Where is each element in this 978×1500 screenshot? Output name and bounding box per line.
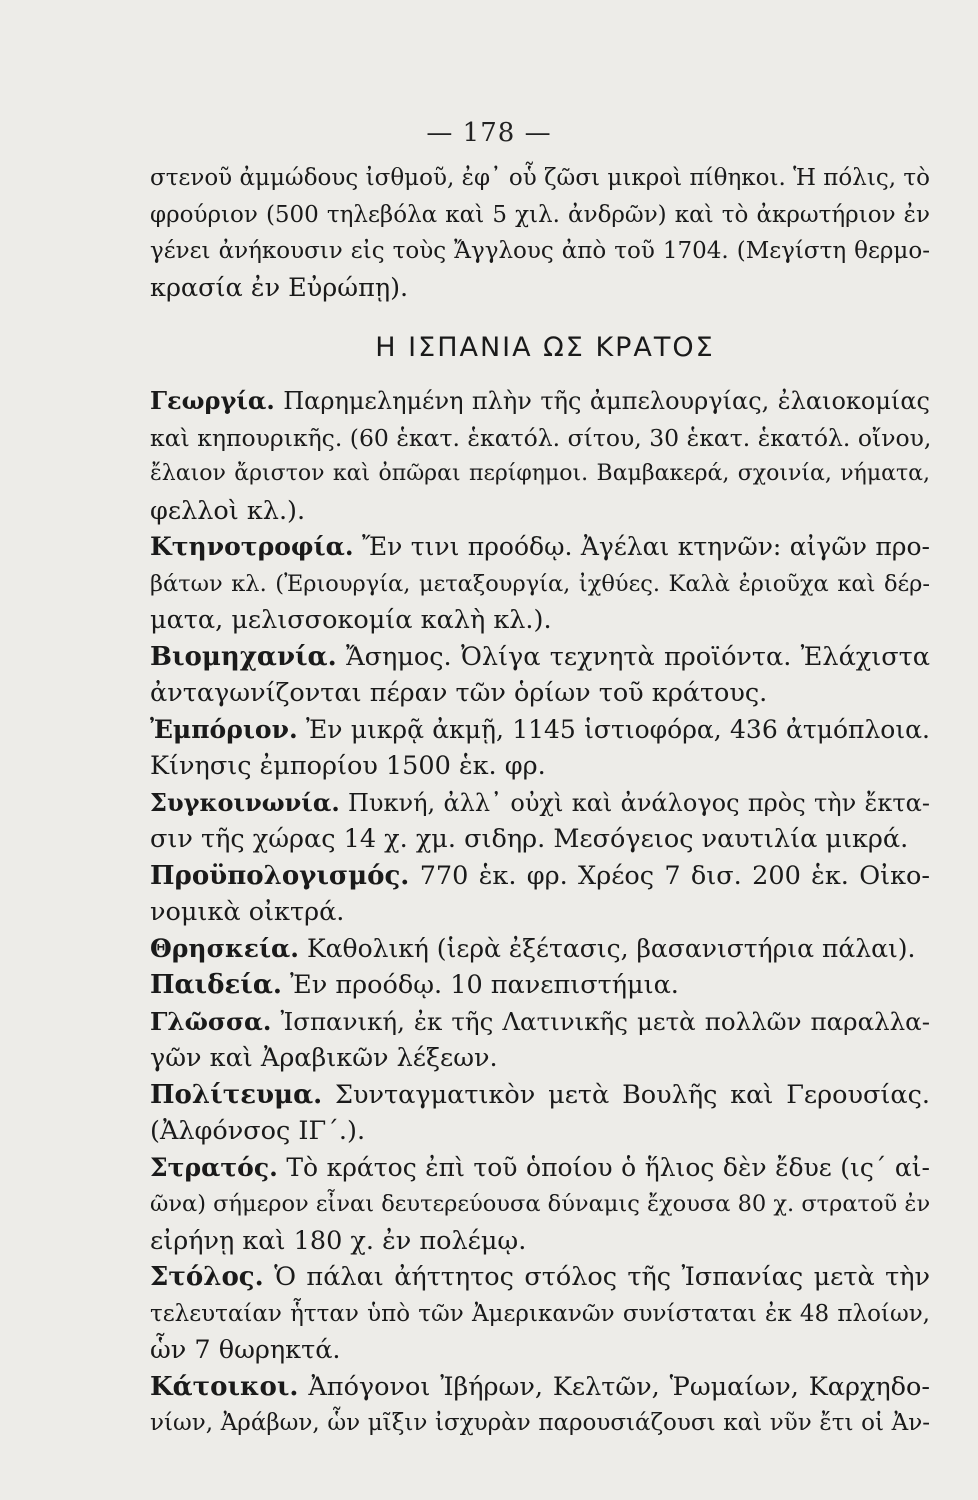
page-body bbox=[150, 160, 930, 1442]
text-line: Ἐν προόδῳ. 10 πανεπιστήμια. bbox=[290, 970, 679, 1000]
section-term: Στρατός. bbox=[150, 1152, 278, 1182]
page-number: — 178 — bbox=[426, 118, 552, 148]
text-line: ἔλαιον ἄριστον καὶ ὀπῶραι περίφημοι. Βαμβακερά, σχοινία, νήματα, bbox=[150, 461, 930, 486]
text-line: νομικὰ οἰκτρά. bbox=[150, 897, 345, 927]
text-line: ῶνα) σήμερον εἶναι δευτερεύουσα δύναμις ἔχουσα 80 χ. στρατοῦ ἐν bbox=[150, 1191, 931, 1217]
text-line: στενοῦ ἀμμώδους ἰσθμοῦ, ἐφ᾽ οὗ ζῶσι μικροὶ πίθηκοι. Ἡ πόλις, τὸ bbox=[150, 165, 930, 191]
section-government bbox=[150, 1077, 930, 1150]
section-language bbox=[150, 1004, 930, 1077]
text-line: σιν τῆς χώρας 14 χ. χμ. σιδηρ. Μεσόγειος ναυτιλία μικρά. bbox=[150, 824, 909, 854]
text-line: γῶν καὶ Ἀραβικῶν λέξεων. bbox=[150, 1043, 498, 1073]
text-line: εἰρήνῃ καὶ 180 χ. ἐν πολέμῳ. bbox=[150, 1225, 527, 1256]
section-religion bbox=[150, 931, 930, 968]
text-line: 770 ἑκ. φρ. Χρέος 7 δισ. 200 ἑκ. Οἰκο- bbox=[419, 860, 931, 891]
section-army bbox=[150, 1150, 930, 1260]
text-line: τελευταίαν ἧτταν ὑπὸ τῶν Ἀμερικανῶν συνίσταται ἐκ 48 πλοίων, bbox=[150, 1300, 930, 1327]
text-line: Κίνησις ἐμπορίου 1500 ἑκ. φρ. bbox=[150, 751, 546, 781]
text-line: ἀνταγωνίζονται πέραν τῶν ὁρίων τοῦ κράτους. bbox=[150, 678, 768, 708]
text-line: Ὁ πάλαι ἀήττητος στόλος τῆς Ἰσπανίας μετὰ τὴν bbox=[274, 1262, 930, 1292]
text-line: ὧν 7 θωρηκτά. bbox=[150, 1335, 341, 1365]
section-term: Γεωργία. bbox=[150, 386, 275, 415]
text-line: γένει ἀνήκουσιν εἰς τοὺς Ἄγγλους ἀπὸ τοῦ 1704. (Μεγίστη θερμο- bbox=[150, 238, 930, 264]
text-line: Τὸ κράτος ἐπὶ τοῦ ὁποίου ὁ ἥλιος δὲν ἔδυε (ις΄ αἰ- bbox=[286, 1152, 931, 1182]
text-line: Ἀπόγονοι Ἰβήρων, Κελτῶν, Ῥωμαίων, Καρχηδο- bbox=[308, 1371, 931, 1402]
section-term: Γλῶσσα. bbox=[150, 1006, 272, 1036]
section-education bbox=[150, 967, 930, 1004]
section-term: Κτηνοτροφία. bbox=[150, 532, 354, 561]
text-line: νίων, Ἀράβων, ὧν μῖξιν ἰσχυρὰν παρουσιάζουσι καὶ νῦν ἔτι οἱ Ἀν- bbox=[150, 1410, 930, 1436]
section-term: Στόλος. bbox=[150, 1262, 264, 1292]
text-line: Ἐν μικρᾷ ἀκμῇ, 1145 ἱστιοφόρα, 436 ἀτμόπλοια. bbox=[305, 714, 930, 744]
section-term: Πολίτευμα. bbox=[150, 1079, 323, 1110]
text-line: κρασία ἐν Εὐρώπῃ). bbox=[150, 272, 409, 303]
text-line: Ἔν τινι προόδῳ. Ἀγέλαι κτηνῶν: αἰγῶν προ- bbox=[361, 532, 930, 561]
text-line: φελλοὶ κλ.). bbox=[150, 495, 306, 526]
section-commerce bbox=[150, 712, 930, 785]
section-term: Κάτοικοι. bbox=[150, 1371, 299, 1402]
text-line: Πυκνή, ἀλλ᾽ οὐχὶ καὶ ἀνάλογος πρὸς τὴν ἔκτα- bbox=[348, 788, 930, 817]
section-heading: Η ΙΣΠΑΝΙΑ ΩΣ ΚΡΑΤΟΣ bbox=[375, 332, 715, 363]
text-line: Καθολική (ἱερὰ ἐξέτασις, βασανιστήρια πάλαι). bbox=[306, 933, 916, 963]
section-livestock bbox=[150, 529, 930, 639]
text-line: (Ἀλφόνσος ΙΓ΄.). bbox=[150, 1116, 366, 1146]
section-fleet bbox=[150, 1259, 930, 1369]
section-term: Βιομηχανία. bbox=[150, 641, 337, 672]
text-line: φρούριον (500 τηλεβόλα καὶ 5 χιλ. ἀνδρῶν) καὶ τὸ ἀκρωτήριον ἐν bbox=[150, 201, 930, 228]
text-line: Ἰσπανική, ἐκ τῆς Λατινικῆς μετὰ πολλῶν παραλλα- bbox=[280, 1006, 930, 1036]
section-budget bbox=[150, 858, 930, 931]
text-line: ματα, μελισσοκομία καλὴ κλ.). bbox=[150, 605, 552, 635]
section-term: Ἐμπόριον. bbox=[150, 714, 298, 744]
section-term: Θρησκεία. bbox=[150, 933, 299, 963]
text-line: βάτων κλ. (Ἐριουργία, μεταξουργία, ἰχθύες. Καλὰ ἐριοῦχα καὶ δέρ- bbox=[150, 570, 930, 597]
text-line: καὶ κηπουρικῆς. (60 ἑκατ. ἑκατόλ. σίτου, 30 ἑκατ. ἑκατόλ. οἴνου, bbox=[150, 423, 932, 452]
section-agriculture bbox=[150, 383, 930, 529]
intro-paragraph bbox=[150, 160, 930, 306]
section-industry bbox=[150, 639, 930, 712]
text-line: Παρημελημένη πλὴν τῆς ἀμπελουργίας, ἐλαιοκομίας bbox=[283, 387, 930, 415]
section-term: Προϋπολογισμός. bbox=[150, 860, 410, 891]
section-term: Συγκοινωνία. bbox=[150, 787, 340, 817]
text-line: Συνταγματικὸν μετὰ Βουλῆς καὶ Γερουσίας. bbox=[334, 1079, 930, 1110]
text-line: Ἄσημος. Ὀλίγα τεχνητὰ προϊόντα. Ἐλάχιστα bbox=[345, 641, 930, 672]
section-communication bbox=[150, 785, 930, 858]
section-inhabitants bbox=[150, 1369, 930, 1442]
section-term: Παιδεία. bbox=[150, 970, 282, 1000]
